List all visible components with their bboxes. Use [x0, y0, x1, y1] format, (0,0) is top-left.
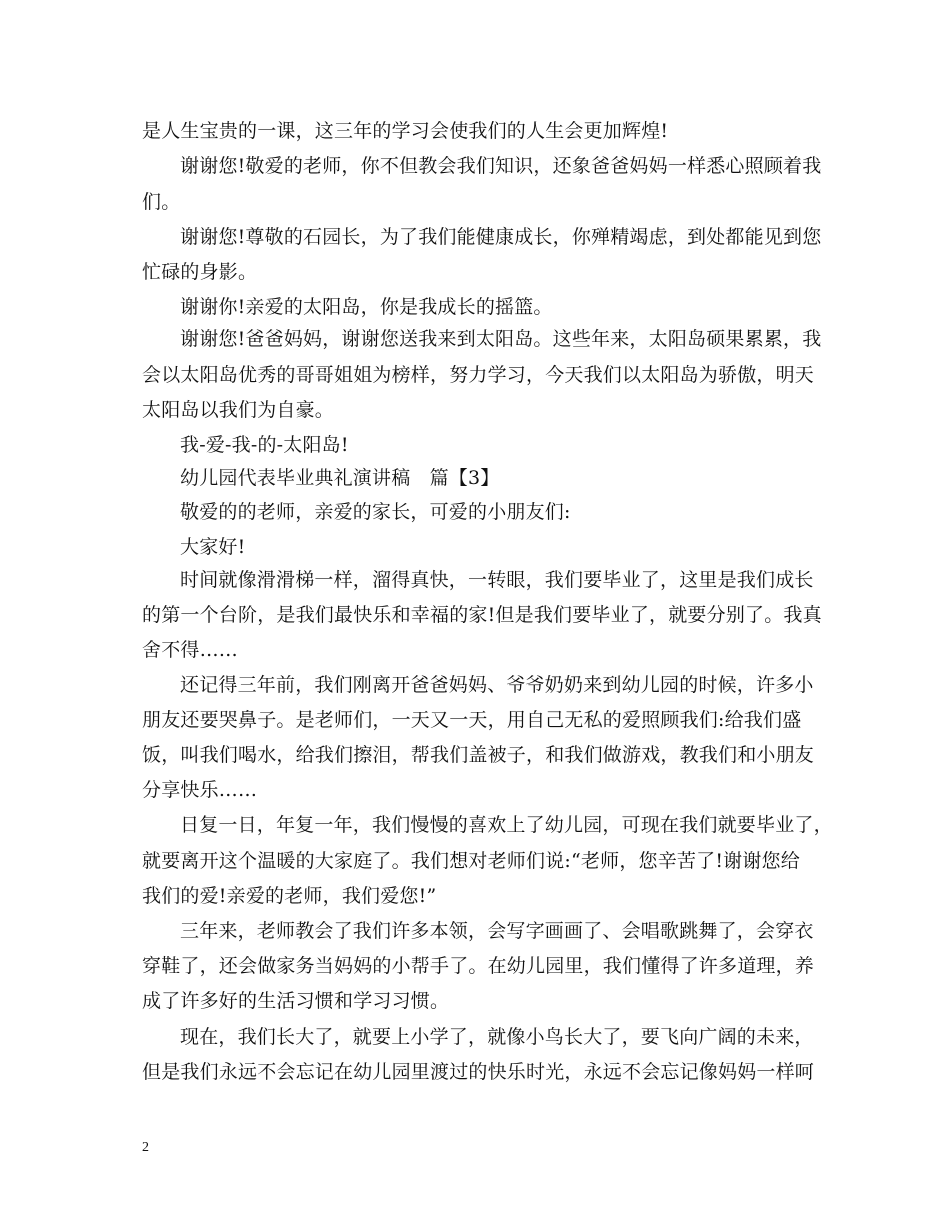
text-line: 朋友还要哭鼻子。是老师们，一天又一天，用自己无私的爱照顾我们:给我们盛 [142, 709, 802, 731]
text-line: 的第一个台阶，是我们最快乐和幸福的家!但是我们要毕业了，就要分别了。我真 [142, 604, 822, 626]
text-line: 就要离开这个温暖的大家庭了。我们想对老师们说:“老师，您辛苦了!谢谢您给 [142, 850, 800, 872]
text-line: 现在，我们长大了，就要上小学了，就像小鸟长大了，要飞向广阔的未来， [180, 1026, 814, 1048]
text-line: 三年来，老师教会了我们许多本领，会写字画画了、会唱歌跳舞了，会穿衣 [180, 920, 814, 942]
text-line: 谢谢你!亲爱的太阳岛，你是我成长的摇篮。 [180, 296, 553, 318]
text-line: 穿鞋了，还会做家务当妈妈的小帮手了。在幼儿园里，我们懂得了许多道理，养 [142, 955, 815, 977]
text-line: 我们的爱!亲爱的老师，我们爱您!” [142, 885, 437, 907]
text-line: 日复一日，年复一年，我们慢慢的喜欢上了幼儿园，可现在我们就要毕业了， [180, 814, 833, 836]
text-line: 太阳岛以我们为自豪。 [142, 399, 335, 421]
text-line: 们。 [142, 191, 181, 213]
text-line: 分享快乐…… [142, 779, 258, 801]
text-line: 还记得三年前，我们刚离开爸爸妈妈、爷爷奶奶来到幼儿园的时候，许多小 [180, 674, 814, 696]
text-line: 大家好! [180, 536, 246, 558]
text-line: 是人生宝贵的一课，这三年的学习会使我们的人生会更加辉煌! [142, 120, 669, 142]
section-heading: 幼儿园代表毕业典礼演讲稿 篇【3】 [180, 467, 500, 489]
text-line: 敬爱的的老师，亲爱的家长，可爱的小朋友们: [180, 501, 571, 523]
text-line: 时间就像滑滑梯一样，溜得真快，一转眼，我们要毕业了，这里是我们成长 [180, 569, 814, 591]
text-line: 成了许多好的生活习惯和学习习惯。 [142, 990, 450, 1012]
text-line: 饭，叫我们喝水，给我们擦泪，帮我们盖被子，和我们做游戏，教我们和小朋友 [142, 744, 815, 766]
text-line: 我-爱-我-的-太阳岛! [180, 434, 349, 456]
text-line: 谢谢您!敬爱的老师，你不但教会我们知识，还象爸爸妈妈一样悉心照顾着我 [180, 155, 822, 177]
text-line: 谢谢您!爸爸妈妈，谢谢您送我来到太阳岛。这些年来，太阳岛硕果累累，我 [180, 328, 822, 350]
text-line: 忙碌的身影。 [142, 261, 258, 283]
text-line: 谢谢您!尊敬的石园长，为了我们能健康成长，你殚精竭虑，到处都能见到您 [180, 226, 822, 248]
text-line: 会以太阳岛优秀的哥哥姐姐为榜样，努力学习，今天我们以太阳岛为骄傲，明天 [142, 364, 815, 386]
text-line: 但是我们永远不会忘记在幼儿园里渡过的快乐时光，永远不会忘记像妈妈一样呵 [142, 1061, 815, 1083]
text-line: 舍不得…… [142, 639, 239, 661]
page-number: 2 [142, 1140, 149, 1155]
